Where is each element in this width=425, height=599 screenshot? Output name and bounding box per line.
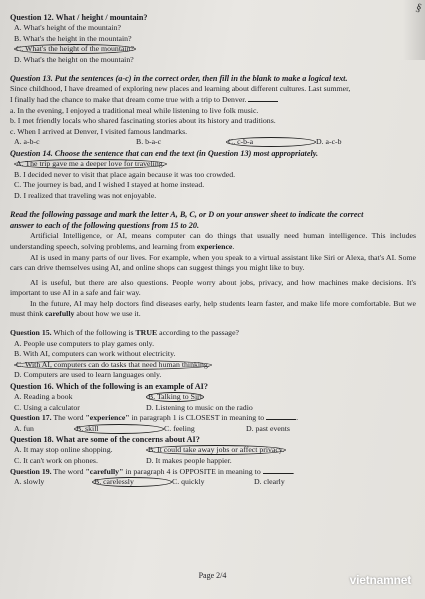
q18-option-b (146, 445, 286, 456)
q12-option-c (14, 44, 416, 55)
answer-circle-mark: B. Talking to Siri (148, 392, 202, 402)
q13-option-a: A. a-b-c (14, 137, 40, 147)
q19-option-b (92, 477, 172, 488)
answer-circle-mark: B. skill (74, 424, 164, 434)
passage-instruction: Read the following passage and mark the letter A, B, C, or D on your answer sheet to indicate the correct answer to each of the following questions from 15 to 20. (10, 210, 364, 231)
answer-circle-mark: C. What's the height of the mountain? (16, 44, 134, 54)
q17-option-a: A. fun (14, 423, 34, 433)
q14-option-c: C. The journey is bad, and I wished I stayed at home instead. (14, 180, 205, 190)
answer-circle-mark: A. The trip gave me a deeper love for traveling. (16, 158, 165, 168)
passage-paragraph-1: Artificial Intelligence, or AI, means computer can do things that usually need human intelligence. This includes understanding speech, solving problems, and learning from experience. (10, 231, 416, 251)
q14-option-b: B. I decided never to visit that place again because it was too crowded. (14, 169, 236, 179)
question-17-title: Question 17. The word "experience" in paragraph 1 is CLOSEST in meaning to . (10, 413, 299, 423)
q13-option-d: D. a-c-b (316, 137, 342, 147)
q14-option-a (14, 159, 416, 170)
q13-item-a: a. In the evening, I enjoyed a traditional meal while listening to live folk music. (10, 105, 259, 115)
q15-option-d: D. Computers are used to learn languages only. (14, 370, 162, 380)
q18-options-row-2 (14, 456, 416, 467)
q13-item-b: b. I met friendly locals who shared fascinating stories about its history and traditions. (10, 116, 276, 126)
q18-option-d: D. It makes people happier. (146, 456, 232, 465)
q13-option-c (226, 137, 316, 148)
answer-circle-mark: B. It could take away jobs or affect privacy. (148, 445, 285, 455)
q19-option-a: A. slowly (14, 477, 45, 487)
page-number: Page 2/4 (198, 571, 227, 580)
passage-paragraph-2: AI is used in many parts of our lives. For example, when you speak to a virtual assistant like Siri or Alexa, that's AI. Some cars can drive themselves using AI, and online shops can suggest things you might like to buy. (10, 252, 416, 273)
pen-mark-icon: § (413, 1, 423, 15)
question-16-title: Question 16. Which of the following is an example of AI? (10, 382, 208, 392)
q16-option-a: A. Reading a book (14, 392, 73, 402)
question-19-title: Question 19. The word "carefully" in paragraph 4 is OPPOSITE in meaning to . (10, 466, 295, 476)
q18-options-row-1 (14, 445, 416, 456)
q16-options-row-1 (14, 392, 416, 403)
q17-options (14, 424, 416, 435)
q17-option-b (74, 424, 164, 435)
answer-circle-mark: B. carelessly (92, 477, 172, 487)
fill-blank (263, 467, 293, 474)
q12-option-a: A. What's height of the mountain? (14, 23, 121, 32)
q12-option-b: B. What's the height in the mountain? (14, 33, 132, 43)
fill-blank (266, 413, 296, 420)
q13-text-line-2: I finally had the chance to make that dream come true with a trip to Denver. (10, 95, 416, 106)
q16-options-row-2 (14, 403, 416, 414)
q13-options (14, 137, 416, 148)
q16-option-c: C. Using a calculator (14, 402, 80, 412)
q18-option-a: A. It may stop online shopping. (14, 445, 113, 455)
q19-option-d: D. clearly (254, 477, 285, 487)
q15-option-b: B. With AI, computers can work without electricity. (14, 349, 176, 359)
fill-blank (248, 95, 278, 102)
answer-circle-mark: C. With AI, computers can do tasks that need human thinking. (16, 359, 210, 369)
passage-paragraph-3: AI is useful, but there are also questions. People worry about jobs, privacy, and how machines make decisions. It's important to use AI in a safe and fair way. (10, 277, 416, 298)
vietnamnet-logo: vietnamnet (349, 573, 411, 587)
question-12-title: Question 12. What / height / mountain? (10, 13, 148, 22)
answer-circle-mark: C. c-b-a (226, 137, 316, 147)
question-14-title: Question 14. Choose the sentence that can end the text (in Question 13) most appropriately. (10, 148, 319, 158)
q14-option-d: D. I realized that traveling was not enjoyable. (14, 190, 157, 200)
question-15-title: Question 15. Which of the following is TRUE according to the passage? (10, 328, 239, 338)
q18-option-c: C. It can't work on phones. (14, 456, 98, 465)
passage-paragraph-4: In the future, AI may help doctors find diseases early, help students learn faster, and make life more comfortable. But we must think carefully about how we use it. (10, 298, 416, 319)
question-18-title: Question 18. What are some of the concerns about AI? (10, 435, 200, 445)
q13-option-b: B. b-a-c (136, 137, 162, 147)
q16-option-b (146, 392, 204, 403)
q13-text-line-1: Since childhood, I have dreamed of exploring new places and learning about different cultures. Last summer, (10, 84, 351, 94)
q17-option-d: D. past events (246, 423, 290, 433)
q19-option-c: C. quickly (172, 477, 205, 487)
question-13-title: Question 13. Put the sentences (a-c) in the correct order, then fill in the blank to make a logical text. (10, 74, 348, 84)
q15-option-a: A. People use computers to play games only. (14, 338, 155, 348)
q15-option-c (14, 360, 416, 371)
q12-option-d: D. What's the height on the mountain? (14, 54, 134, 64)
q13-item-c: c. When I arrived at Denver, I visited famous landmarks. (10, 126, 188, 136)
q17-option-c: C. feeling (164, 423, 195, 433)
q16-option-d: D. Listening to music on the radio (146, 402, 253, 412)
q19-options (14, 477, 416, 488)
page-content (10, 12, 416, 488)
